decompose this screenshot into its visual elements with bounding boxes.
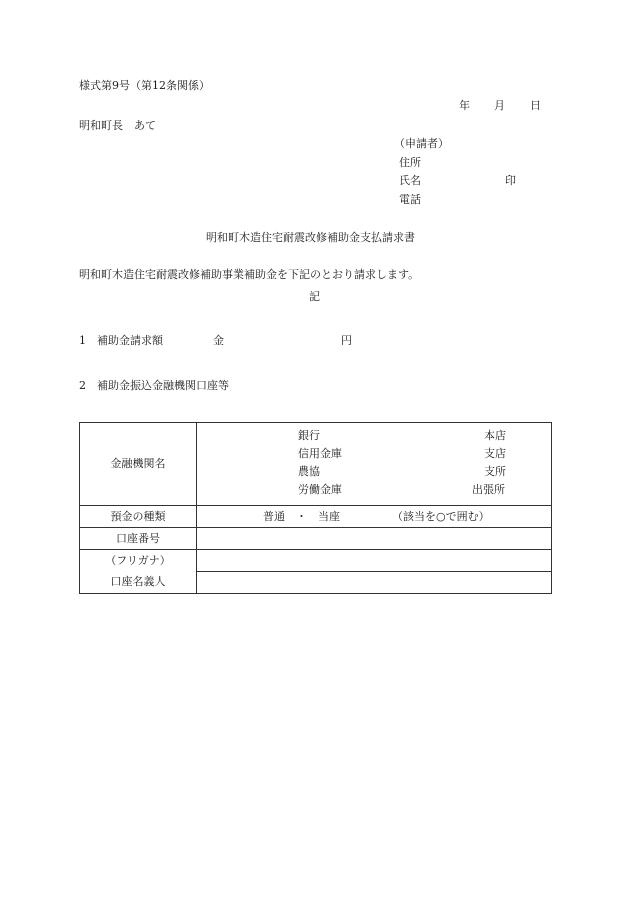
institution-label: 金融機関名 <box>110 457 166 470</box>
deposit-type-label-cell <box>80 506 197 528</box>
institution-type-agri: 農協 <box>298 465 320 478</box>
institution-cell[interactable] <box>197 423 552 506</box>
account-holder-field[interactable] <box>197 572 552 594</box>
branch-type-head: 本店 <box>484 429 506 442</box>
item2-label: 2 補助金振込金融機関口座等 <box>79 379 229 392</box>
applicant-phone-label: 電話 <box>399 193 421 206</box>
deposit-note: （該当を○で囲む） <box>392 510 490 523</box>
deposit-type-label: 預金の種類 <box>110 509 166 523</box>
deposit-type-cell[interactable] <box>197 506 552 528</box>
furigana-label-cell <box>80 550 197 572</box>
branch-type-branch: 支店 <box>484 447 506 460</box>
furigana-field[interactable] <box>197 550 552 572</box>
applicant-address-label: 住所 <box>399 156 421 169</box>
account-number-label-cell <box>80 528 197 550</box>
applicant-name-label: 氏名 <box>399 174 421 187</box>
branch-type-office: 出張所 <box>472 483 505 496</box>
account-number-field[interactable] <box>197 528 552 550</box>
bank-account-table <box>79 422 552 594</box>
account-holder-label-cell <box>80 572 197 594</box>
date-year: 年 <box>459 99 470 112</box>
institution-type-credit: 信用金庫 <box>298 447 342 460</box>
item1-yen: 円 <box>341 334 352 347</box>
document-title: 明和町木造住宅耐震改修補助金支払請求書 <box>206 231 415 244</box>
item1-label: 1 補助金請求額 <box>79 334 163 347</box>
form-number: 様式第9号（第12条関係） <box>79 79 210 92</box>
furigana-label: （フリガナ） <box>105 553 171 567</box>
ki-heading: 記 <box>309 290 320 303</box>
institution-label-cell <box>80 423 197 506</box>
addressee: 明和町長 あて <box>79 119 156 132</box>
date-day: 日 <box>530 99 541 112</box>
deposit-options: 普通 ・ 当座 <box>263 510 340 523</box>
seal-mark: 印 <box>505 174 516 187</box>
item1-kin: 金 <box>213 334 224 347</box>
request-statement: 明和町木造住宅耐震改修補助事業補助金を下記のとおり請求します。 <box>79 268 420 281</box>
institution-type-labor: 労働金庫 <box>298 483 342 496</box>
account-holder-label: 口座名義人 <box>110 575 166 589</box>
account-number-label: 口座番号 <box>116 531 160 545</box>
institution-type-bank: 銀行 <box>298 429 320 442</box>
date-month: 月 <box>494 99 505 112</box>
branch-type-sub: 支所 <box>484 465 506 478</box>
applicant-heading: （申請者） <box>394 137 449 150</box>
